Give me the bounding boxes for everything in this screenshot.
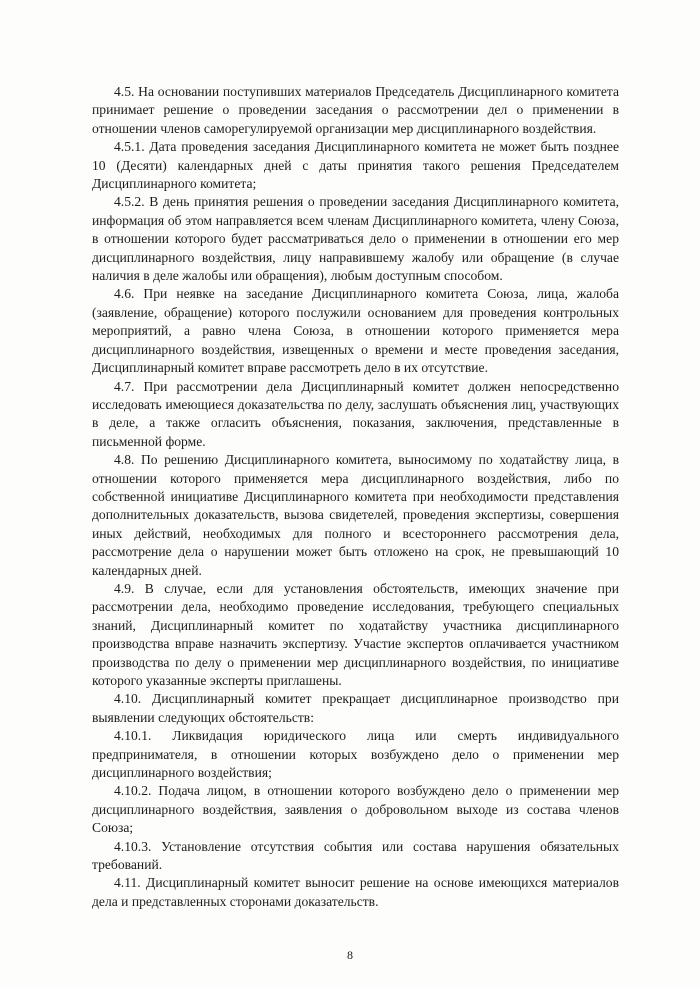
- paragraph-4-8: 4.8. По решению Дисциплинарного комитета, выносимому по ходатайству лица, в отношении которого применяется мера дисциплинарного воздействия, либо по собственной инициативе Дисциплинарного комитета при необходимости представления дополнительных доказательств, вызова свидетелей, проведения экспертизы, совершения иных действий, необходимых для полного и всестороннего рассмотрения дела, рассмотрение дела о нарушении может быть отложено на срок, не превышающий 10 календарных дней.: [92, 452, 619, 578]
- paragraph-4-7: 4.7. При рассмотрении дела Дисциплинарный комитет должен непосредственно исследовать имеющиеся доказательства по делу, заслушать объяснения лиц, участвующих в деле, а также огласить объяснения, показания, заключения, представленные в письменной форме.: [92, 378, 619, 449]
- paragraph-4-5-1: 4.5.1. Дата проведения заседания Дисциплинарного комитета не может быть позднее 10 (Десяти) календарных дней с даты принятия такого решения Председателем Дисциплинарного комитета;: [92, 139, 619, 192]
- paragraph-4-10: 4.10. Дисциплинарный комитет прекращает дисциплинарное производство при выявлении следующих обстоятельств:: [92, 691, 619, 725]
- paragraph-4-6: 4.6. При неявке на заседание Дисциплинарного комитета Союза, лица, жалоба (заявление, обращение) которого послужили основанием для проведения контрольных мероприятий, а равно члена Союза, в отношении которого применяется мера дисциплинарного воздействия, извещенных о времени и месте проведения заседания, Дисциплинарный комитет вправе рассмотреть дело в их отсутствие.: [92, 286, 619, 376]
- paragraph-4-10-3: 4.10.3. Установление отсутствия события или состава нарушения обязательных требований.: [92, 838, 619, 873]
- paragraph-4-9: 4.9. В случае, если для установления обстоятельств, имеющих значение при рассмотрении дела, необходимо проведение исследования, требующего специальных знаний, Дисциплинарный комитет по ходатайству участника дисциплинарного производства вправе назначить экспертизу. Участие экспертов оплачивается участником производства по делу о применении мер дисциплинарного воздействия, по инициативе которого указанные эксперты приглашены.: [92, 580, 619, 688]
- paragraph-4-11: 4.11. Дисциплинарный комитет выносит решение на основе имеющихся материалов дела и представленных сторонами доказательств.: [92, 875, 619, 909]
- paragraph-4-5: 4.5. На основании поступивших материалов Председатель Дисциплинарного комитета принимает решение о проведении заседания о рассмотрении дел о применении в отношении членов саморегулируемой организации мер дисциплинарного воздействия.: [92, 84, 619, 136]
- document-body: [92, 83, 619, 911]
- paragraph-4-10-1: 4.10.1. Ликвидация юридического лица или смерть индивидуального предпринимателя, в отношении которых возбуждено дело о применении мер дисциплинарного воздействия;: [92, 728, 619, 781]
- paragraph-4-5-2: 4.5.2. В день принятия решения о проведении заседания Дисциплинарного комитета, информация об этом направляется всем членам Дисциплинарного комитета, члену Союза, в отношении которого будет рассматриваться дело о применении в отношении его мер дисциплинарного воздействия, лицу направившему жалобу или обращение (в случае наличия в деле жалобы или обращения), любым доступным способом.: [92, 194, 619, 284]
- page-number: 8: [347, 948, 353, 962]
- paragraph-4-10-2: 4.10.2. Подача лицом, в отношении которого возбуждено дело о применении мер дисциплинарного воздействия, заявления о добровольном выходе из состава членов Союза;: [92, 783, 619, 836]
